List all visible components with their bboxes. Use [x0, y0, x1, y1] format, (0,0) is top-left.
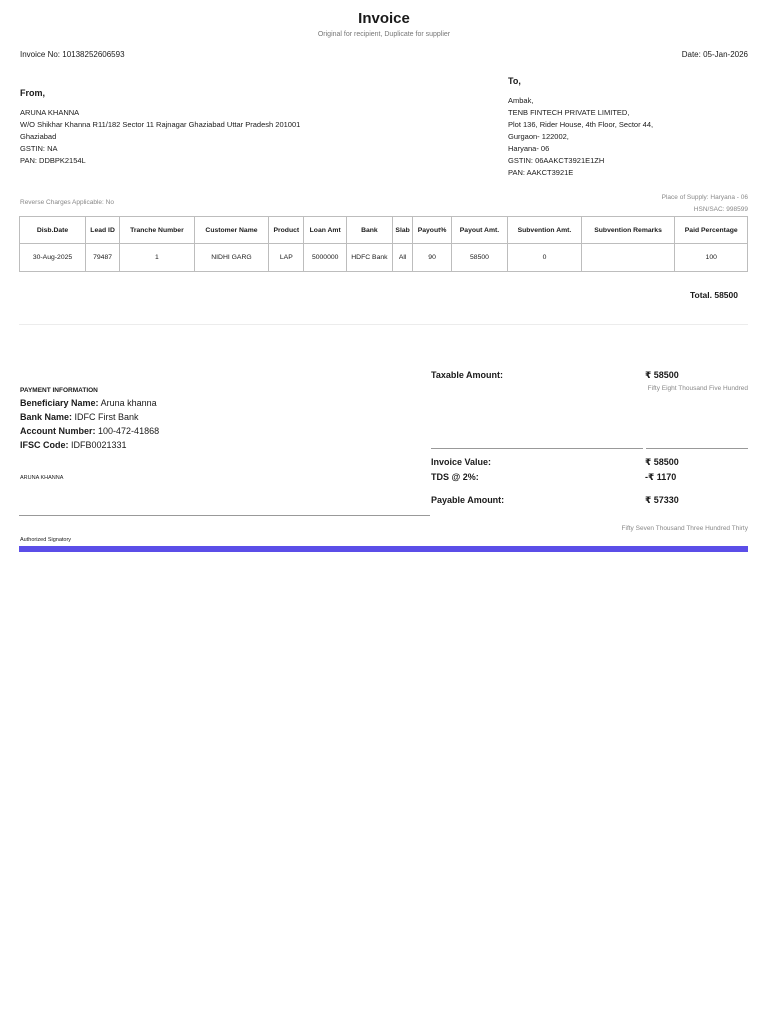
- cell-tranche-number: 1: [120, 244, 195, 272]
- from-block: [20, 87, 300, 167]
- cell-bank: HDFC Bank: [347, 244, 393, 272]
- col-payout-amt: Payout Amt.: [451, 217, 507, 244]
- col-subvention-amt: Subvention Amt.: [508, 217, 582, 244]
- col-loan-amt: Loan Amt: [304, 217, 347, 244]
- invoice-subtitle: Original for recipient, Duplicate for supplier: [317, 31, 451, 38]
- authorized-signatory-label: Authorized Signatory: [20, 537, 72, 543]
- taxable-amount-value: ₹ 58500: [645, 370, 679, 380]
- table-row: [20, 244, 748, 272]
- bank-label: Bank Name:: [20, 412, 73, 422]
- invoice-date: Date: 05-Jan-2026: [681, 50, 748, 59]
- cell-product: LAP: [269, 244, 304, 272]
- from-heading: From,: [20, 88, 46, 98]
- taxable-amount-label: Taxable Amount:: [431, 370, 504, 380]
- to-city: Gurgaon- 122002,: [508, 132, 569, 141]
- invoice-number: Invoice No: 10138252606593: [20, 50, 125, 59]
- section-divider: [19, 324, 748, 325]
- cell-payout-amt: 58500: [451, 244, 507, 272]
- payable-amount-label: Payable Amount:: [431, 495, 505, 505]
- to-heading: To,: [508, 76, 521, 86]
- invoice-value: ₹ 58500: [645, 457, 679, 467]
- cell-lead-id: 79487: [86, 244, 120, 272]
- to-address: Plot 136, Rider House, 4th Floor, Sector 44,: [508, 120, 654, 129]
- summary-line-left: [431, 448, 643, 449]
- payable-amount-words: Fifty Seven Thousand Three Hundred Thirty: [621, 525, 748, 532]
- cell-paid-percentage: 100: [675, 244, 748, 272]
- to-block: [508, 75, 653, 179]
- cell-slab: All: [392, 244, 413, 272]
- signature-line: [19, 515, 430, 516]
- taxable-amount-words: Fifty Eight Thousand Five Hundred: [647, 385, 748, 392]
- account-label: Account Number:: [20, 426, 96, 436]
- payable-amount-value: ₹ 57330: [645, 495, 679, 505]
- account-number: [20, 426, 159, 436]
- col-disb-date: Disb.Date: [20, 217, 86, 244]
- col-lead-id: Lead ID: [86, 217, 120, 244]
- cell-customer-name: NIDHI GARG: [194, 244, 269, 272]
- beneficiary-label: Beneficiary Name:: [20, 398, 99, 408]
- col-tranche-number: Tranche Number: [120, 217, 195, 244]
- bank-value: IDFC First Bank: [74, 412, 139, 422]
- accent-bar: [19, 546, 748, 552]
- beneficiary-value: Aruna khanna: [100, 398, 157, 408]
- to-pan: PAN: AAKCT3921E: [508, 168, 574, 177]
- from-name: ARUNA KHANNA: [20, 108, 80, 117]
- summary-line-right: [646, 448, 748, 449]
- table-header-row: [20, 217, 748, 244]
- col-payout-pct: Payout%: [413, 217, 451, 244]
- cell-loan-amt: 5000000: [304, 244, 347, 272]
- reverse-charges: Reverse Charges Applicable: No: [20, 199, 114, 206]
- account-value: 100-472-41868: [98, 426, 160, 436]
- payment-info-heading: PAYMENT INFORMATION: [20, 387, 98, 394]
- cell-payout-pct: 90: [413, 244, 451, 272]
- invoice-title: Invoice: [358, 10, 410, 27]
- from-gstin: GSTIN: NA: [20, 144, 58, 153]
- cell-disb-date: 30-Aug-2025: [20, 244, 86, 272]
- place-of-supply: Place of Supply: Haryana - 06: [661, 194, 748, 201]
- cell-subvention-amt: 0: [508, 244, 582, 272]
- col-bank: Bank: [347, 217, 393, 244]
- table-total: Total. 58500: [689, 290, 738, 300]
- from-address: W/O Shikhar Khanna R11/182 Sector 11 Rajnagar Ghaziabad Uttar Pradesh 201001: [20, 120, 301, 129]
- signatory-name: ARUNA KHANNA: [20, 475, 64, 481]
- col-customer-name: Customer Name: [194, 217, 269, 244]
- ifsc-label: IFSC Code:: [20, 440, 69, 450]
- beneficiary-name: [20, 398, 157, 408]
- invoice-value-label: Invoice Value:: [431, 457, 492, 467]
- hsn-sac: HSN/SAC: 998599: [693, 206, 748, 213]
- cell-subvention-remarks: [581, 244, 675, 272]
- to-company: TENB FINTECH PRIVATE LIMITED,: [508, 108, 630, 117]
- to-name: Ambak,: [508, 96, 534, 105]
- invoice-table: [19, 216, 748, 272]
- bank-name: [20, 412, 139, 422]
- to-state: Haryana- 06: [508, 144, 550, 153]
- to-gstin: GSTIN: 06AAKCT3921E1ZH: [508, 156, 605, 165]
- from-city: Ghaziabad: [20, 132, 57, 141]
- from-pan: PAN: DDBPK2154L: [20, 156, 86, 165]
- col-slab: Slab: [392, 217, 413, 244]
- tds-value: -₹ 1170: [645, 472, 677, 482]
- col-subvention-remarks: Subvention Remarks: [581, 217, 675, 244]
- ifsc-value: IDFB0021331: [71, 440, 127, 450]
- col-paid-percentage: Paid Percentage: [675, 217, 748, 244]
- ifsc-code: [20, 440, 127, 450]
- col-product: Product: [269, 217, 304, 244]
- tds-label: TDS @ 2%:: [431, 472, 479, 482]
